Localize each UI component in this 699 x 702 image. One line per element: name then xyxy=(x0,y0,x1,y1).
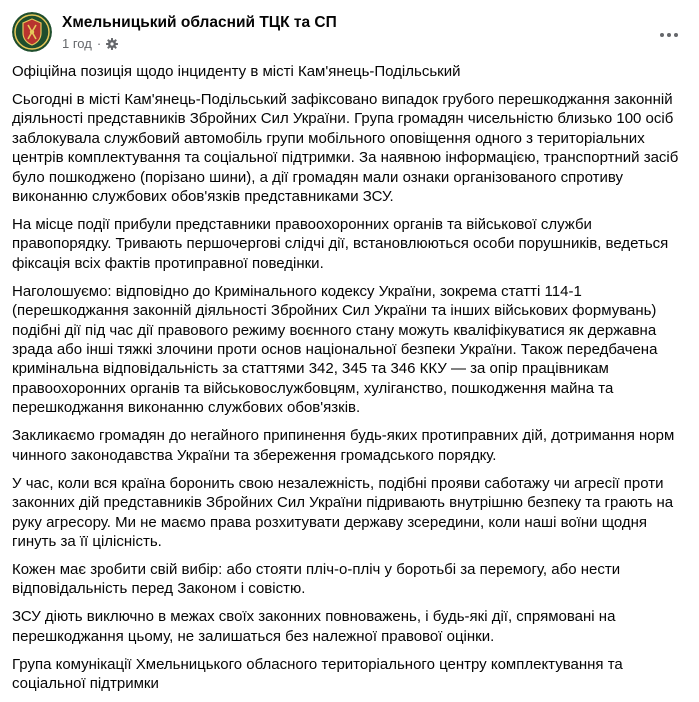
post-paragraph: На місце події прибули представники правоохоронних органів та військової служби правопорядку. Тривають першочергові слідчі дії, встановлюються особи порушників, ведеться фіксація всіх фактів протиправної поведінки. xyxy=(12,216,669,272)
post-title: Офіційна позиція щодо інциденту в місті Кам'янець-Подільський xyxy=(12,63,461,80)
post-signature: Група комунікації Хмельницького обласного територіального центру комплектування та соціальної підтримки xyxy=(12,655,623,693)
post-paragraph: Кожен має зробити свій вибір: або стояти пліч-о-пліч у боротьбі за перемогу, або нести відповідальність перед Законом і совістю. xyxy=(12,560,621,598)
post-paragraph: Сьогодні в місті Кам'янець-Подільський зафіксовано випадок грубого перешкоджання законній діяльності представників Збройних Сил України. Група громадян чисельністю близько 100 осіб заблокувала службовий автомобіль групи мобільного оповіщення одного з територіальних центрів комплектування та соціальної підтримки. За наявною інформацією, транспортний засіб було пошкоджено (порізано шини), а дії громадян мали ознаки організованого спротиву виконанню службових обов'язків представниками ЗСУ. xyxy=(12,91,679,206)
post-paragraph: Закликаємо громадян до негайного припинення будь-яких протиправних дій, дотримання норм чинного законодавства України та збереження громадського порядку. xyxy=(12,427,675,464)
more-options-button[interactable] xyxy=(655,24,683,46)
more-options-icon xyxy=(660,33,664,37)
post-paragraph: Наголошуємо: відповідно до Кримінального кодексу України, зокрема статті 114-1 (перешкоджання законній діяльності Збройних Сил України та інших військових формувань) подібні дії під час дії правового режиму воєнного стану можуть кваліфікуватися як державна зрада або інші тяжкі злочини проти основ національної безпеки України. Також передбачена кримінальна відповідальність за статтями 342, 345 та 346 ККУ — за опір працівникам правоохоронних органів та військовослужбовцям, хуліганство, пошкодження майна та перешкоджання виконанню службових обов'язків. xyxy=(12,282,658,417)
emblem-icon xyxy=(12,12,52,52)
page-name-link[interactable]: Хмельницький обласний ТЦК та СП xyxy=(62,14,337,31)
post-timestamp[interactable]: 1 год xyxy=(62,36,92,51)
post-meta xyxy=(62,36,118,51)
post-paragraph: ЗСУ діють виключно в межах своїх законних повноважень, і будь-які дії, спрямовані на перешкоджання цьому, не залишаться без належної правової оцінки. xyxy=(12,608,616,645)
settings-gear-icon xyxy=(106,38,118,50)
post-paragraph: У час, коли вся країна боронить свою незалежність, подібні прояви саботажу чи агресії проти законних дій представників Збройних Сил України підривають внутрішню безпеку та грають на руку агресору. Ми не маємо права розхитувати державу зсередини, коли наші воїни щодня гинуть за її цілісність. xyxy=(12,474,674,550)
post-text xyxy=(12,62,692,702)
page-avatar[interactable] xyxy=(12,12,52,52)
meta-separator: · xyxy=(96,36,102,51)
post-header xyxy=(12,12,687,58)
